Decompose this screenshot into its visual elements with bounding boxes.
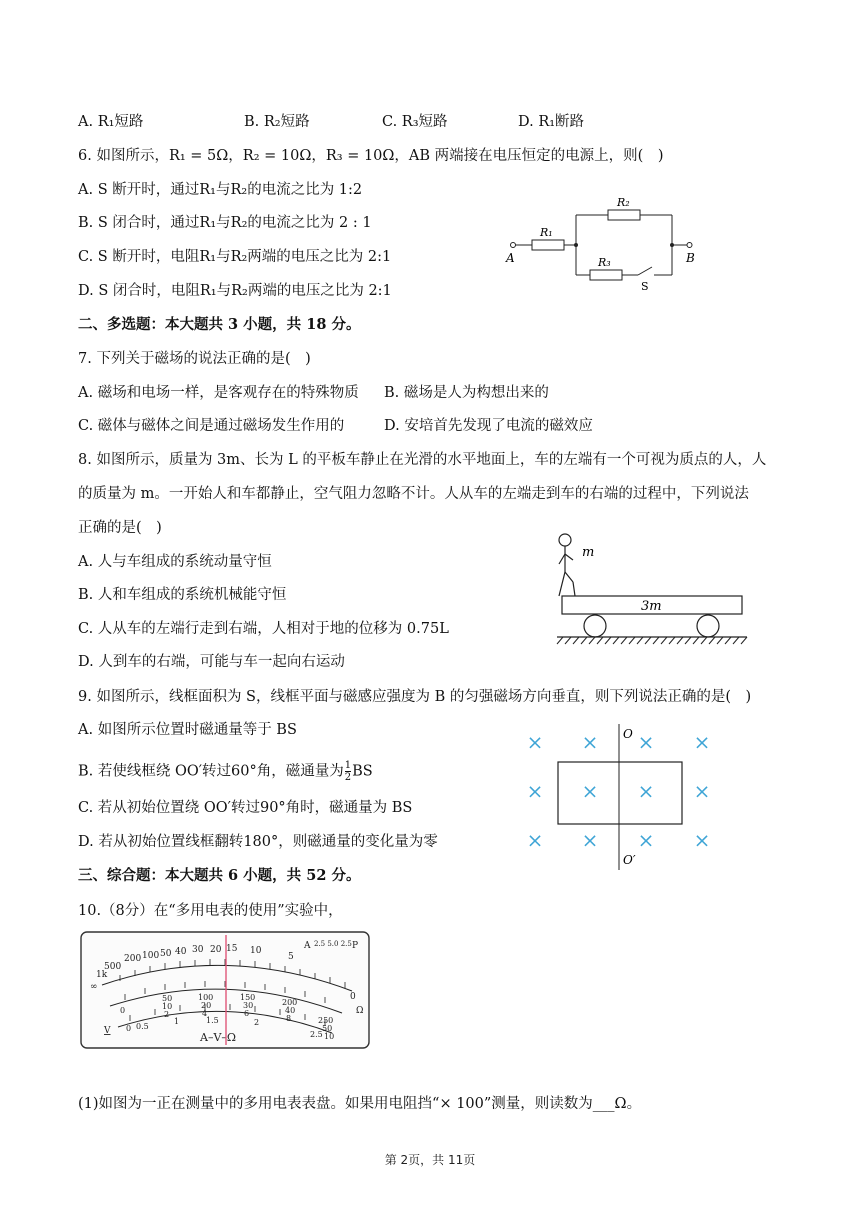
q8-cart-figure [555, 530, 755, 650]
q6-option-d: D. S 闭合时，电阻R₁与R₂两端的电压之比为 2:1 [78, 283, 392, 299]
svg-text:50: 50 [160, 949, 172, 959]
label-b: B [686, 251, 695, 265]
q6-option-a: A. S 断开时，通过R₁与R₂的电流之比为 1:2 [78, 182, 363, 198]
q8-option-d: D. 人到车的右端，可能与车一起向右运动 [78, 654, 345, 670]
svg-text:50: 50 [162, 994, 173, 1003]
svg-text:×: × [581, 828, 599, 852]
q6-circuit-figure [500, 190, 710, 300]
q7-option-d: D. 安培首先发现了电流的磁效应 [384, 418, 593, 434]
label-a: A [506, 251, 515, 265]
svg-text:×: × [693, 828, 711, 852]
q6-stem: 6. 如图所示，R₁ = 5Ω，R₂ = 10Ω，R₃ = 10Ω，AB 两端接在电压恒定的电源上，则( ) [78, 148, 664, 164]
svg-text:6: 6 [244, 1009, 250, 1018]
svg-text:30: 30 [192, 945, 204, 955]
q8-stem-line-2: 的质量为 m。一开始人和车都静止，空气阻力忽略不计。人从车的左端走到车的右端的过程中，下列说法 [78, 486, 749, 502]
svg-text:200: 200 [282, 998, 298, 1007]
svg-text:40: 40 [285, 1006, 296, 1015]
q9-option-d: D. 若从初始位置线框翻转180°，则磁通量的变化量为零 [78, 834, 438, 850]
svg-text:0: 0 [350, 992, 356, 1002]
right-wheel [697, 615, 719, 637]
q8-stem-line-3: 正确的是( ) [78, 520, 162, 536]
q7-option-a: A. 磁场和电场一样，是客观存在的特殊物质 [78, 385, 359, 401]
page-footer: 第 2页，共 11页 [384, 1153, 476, 1167]
label-r1: R₁ [540, 226, 553, 239]
svg-text:A: A [304, 941, 311, 951]
q8-option-a: A. 人与车组成的系统动量守恒 [78, 554, 272, 570]
svg-text:4: 4 [202, 1009, 208, 1018]
svg-text:500: 500 [104, 962, 122, 972]
svg-text:Ω: Ω [356, 1006, 364, 1016]
svg-text:200: 200 [124, 954, 142, 964]
q8-stem-line-1: 8. 如图所示，质量为 3m、长为 L 的平板车静止在光滑的水平地面上，车的左端有一个可视为质点的人，人 [78, 452, 767, 468]
svg-text:1.5: 1.5 [206, 1016, 219, 1025]
svg-text:0.5: 0.5 [136, 1022, 149, 1031]
svg-text:1: 1 [174, 1017, 180, 1026]
svg-text:2.5: 2.5 [310, 1030, 323, 1039]
dial-caption: A–V–Ω [200, 1031, 237, 1044]
svg-text:×: × [581, 779, 599, 803]
label-o: O [623, 727, 633, 741]
section-3-title: 三、综合题：本大题共 6 小题，共 52 分。 [78, 867, 361, 884]
q6-option-c: C. S 断开时，电阻R₁与R₂两端的电压之比为 2:1 [78, 249, 392, 265]
q7-stem: 7. 下列关于磁场的说法正确的是( ) [78, 351, 311, 367]
one-half-fraction: $\frac{1}{2}$ [344, 760, 352, 783]
q6-option-b: B. S 闭合时，通过R₁与R₂的电流之比为 2 : 1 [78, 215, 372, 231]
svg-text:×: × [526, 828, 544, 852]
svg-text:30: 30 [243, 1001, 254, 1010]
q7-option-b: B. 磁场是人为构想出来的 [384, 385, 549, 401]
svg-text:×: × [526, 779, 544, 803]
svg-text:0: 0 [120, 1006, 126, 1015]
svg-text:5: 5 [288, 952, 294, 962]
q5-option-b: B. R₂短路 [244, 114, 310, 130]
svg-text:10: 10 [250, 946, 262, 956]
svg-text:2.5 5.0 2.5: 2.5 5.0 2.5 [314, 940, 352, 948]
svg-text:20: 20 [201, 1001, 212, 1010]
svg-text:50: 50 [322, 1024, 333, 1033]
svg-text:2: 2 [254, 1018, 260, 1027]
left-wheel [584, 615, 606, 637]
q5-option-a: A. R₁短路 [78, 114, 144, 130]
svg-text:40: 40 [175, 947, 187, 957]
q9-option-b-bs: BS [352, 763, 373, 780]
svg-text:0: 0 [126, 1024, 132, 1033]
svg-text:×: × [693, 730, 711, 754]
q8-option-c: C. 人从车的左端行走到右端，人相对于地的位移为 0.75L [78, 621, 449, 637]
person-head [559, 534, 571, 546]
q9-option-b-text: B. 若使线框绕 OO′转过60°角，磁通量为 [78, 763, 344, 780]
svg-text:150: 150 [240, 993, 256, 1002]
label-s: S [641, 280, 649, 293]
svg-text:P: P [352, 941, 359, 951]
svg-text:10: 10 [162, 1002, 173, 1011]
svg-text:×: × [581, 730, 599, 754]
svg-text:×: × [637, 828, 655, 852]
section-2-title: 二、多选题：本大题共 3 小题，共 18 分。 [78, 316, 361, 333]
svg-text:10: 10 [324, 1032, 335, 1041]
svg-text:×: × [637, 779, 655, 803]
q10-stem: 10.（8分）在“多用电表的使用”实验中， [78, 903, 343, 919]
q10-sub-1: (1)如图为一正在测量中的多用电表表盘。如果用电阻挡“× 100”测量，则读数为___Ω。 [78, 1096, 642, 1112]
q7-option-c: C. 磁体与磁体之间是通过磁场发生作用的 [78, 418, 345, 434]
svg-text:100: 100 [198, 993, 214, 1002]
q5-option-d: D. R₁断路 [518, 114, 585, 130]
svg-text:1k: 1k [96, 970, 108, 980]
label-o-prime: O′ [623, 853, 636, 867]
label-r3: R₃ [598, 256, 611, 269]
svg-text:20: 20 [210, 945, 222, 955]
coil-frame [558, 762, 682, 824]
svg-text:2: 2 [164, 1010, 170, 1019]
q9-magnetic-field-figure [515, 722, 725, 874]
label-m: m [582, 545, 595, 560]
svg-text:8: 8 [286, 1014, 292, 1023]
terminal-a [511, 243, 516, 248]
svg-text:∞: ∞ [90, 982, 98, 992]
label-r2: R₂ [617, 196, 630, 209]
label-3m: 3m [641, 599, 662, 614]
q9-option-c: C. 若从初始位置绕 OO′转过90°角时，磁通量为 BS [78, 800, 413, 816]
svg-text:100: 100 [142, 951, 160, 961]
q9-option-b [78, 760, 373, 783]
svg-text:250: 250 [318, 1016, 334, 1025]
q9-option-a: A. 如图所示位置时磁通量等于 BS [78, 722, 297, 738]
q5-option-c: C. R₃短路 [382, 114, 448, 130]
multimeter-dial-figure [80, 931, 370, 1049]
left-v-label: V [104, 1026, 111, 1036]
svg-text:×: × [526, 730, 544, 754]
q9-stem: 9. 如图所示，线框面积为 S，线框平面与磁感应强度为 B 的匀强磁场方向垂直，则下列说法正确的是( ) [78, 689, 752, 705]
svg-text:15: 15 [226, 944, 238, 954]
svg-text:×: × [637, 730, 655, 754]
q8-option-b: B. 人和车组成的系统机械能守恒 [78, 587, 287, 603]
svg-text:×: × [693, 779, 711, 803]
